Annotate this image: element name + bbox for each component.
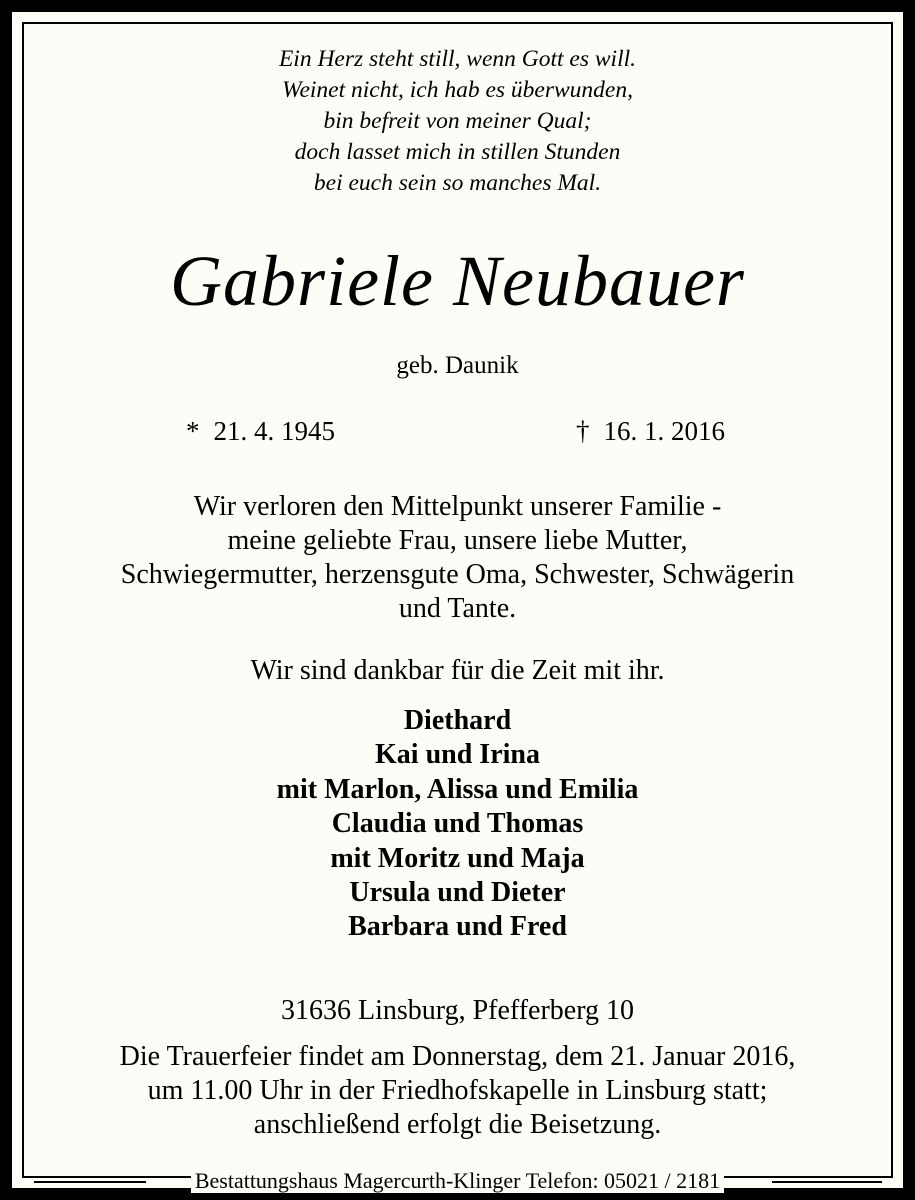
statement-line: meine geliebte Frau, unsere liebe Mutter, — [227, 525, 688, 556]
thanks-line: Wir sind dankbar für die Zeit mit ihr. — [250, 655, 665, 686]
funeral-line: anschließend erfolgt die Beisetzung. — [253, 1109, 662, 1140]
birth-date: 21. 4. 1945 — [213, 416, 335, 446]
poem-line: doch lasset mich in stillen Stunden — [294, 139, 621, 165]
poem — [0, 44, 915, 199]
mourner-line: Barbara und Fred — [348, 911, 567, 943]
poem-line: bin befreit von meiner Qual; — [323, 108, 592, 134]
footer-bar — [0, 1164, 915, 1200]
death-date-line — [576, 413, 725, 449]
statement-line: Schwiegermutter, herzensgute Oma, Schwester, Schwägerin — [120, 559, 795, 590]
address-line: 31636 Linsburg, Pfefferberg 10 — [280, 995, 635, 1026]
statement-line: Wir verloren den Mittelpunkt unserer Familie - — [193, 491, 722, 522]
birth-date-line — [186, 413, 335, 449]
birth-star-icon: * — [186, 416, 200, 446]
family-statement — [0, 490, 915, 626]
poem-line: Weinet nicht, ich hab es überwunden, — [282, 77, 633, 103]
mourners-list — [0, 704, 915, 945]
poem-line: bei euch sein so manches Mal. — [313, 170, 602, 196]
maiden-name: geb. Daunik — [396, 352, 519, 379]
footer-funeral-home — [0, 1166, 915, 1196]
mourner-line: mit Marlon, Alissa und Emilia — [276, 773, 639, 805]
death-cross-icon: † — [576, 416, 590, 446]
death-date: 16. 1. 2016 — [603, 416, 725, 446]
footer-text: Bestattungshaus Magercurth-Klinger Telefon: 05021 / 2181 — [191, 1168, 724, 1193]
mourner-line: mit Moritz und Maja — [330, 842, 585, 874]
mourner-line: Claudia und Thomas — [331, 808, 584, 840]
deceased-name: Gabriele Neubauer — [170, 241, 745, 321]
mourner-line: Ursula und Dieter — [349, 877, 566, 909]
mourner-line: Diethard — [403, 705, 512, 736]
poem-line: Ein Herz steht still, wenn Gott es will. — [278, 46, 637, 72]
funeral-notice — [0, 1040, 915, 1142]
funeral-line: um 11.00 Uhr in der Friedhofskapelle in Linsburg statt; — [147, 1075, 768, 1106]
statement-line: und Tante. — [398, 593, 517, 624]
funeral-line: Die Trauerfeier findet am Donnerstag, dem 21. Januar 2016, — [119, 1041, 796, 1072]
mourner-line: Kai und Irina — [375, 739, 540, 771]
